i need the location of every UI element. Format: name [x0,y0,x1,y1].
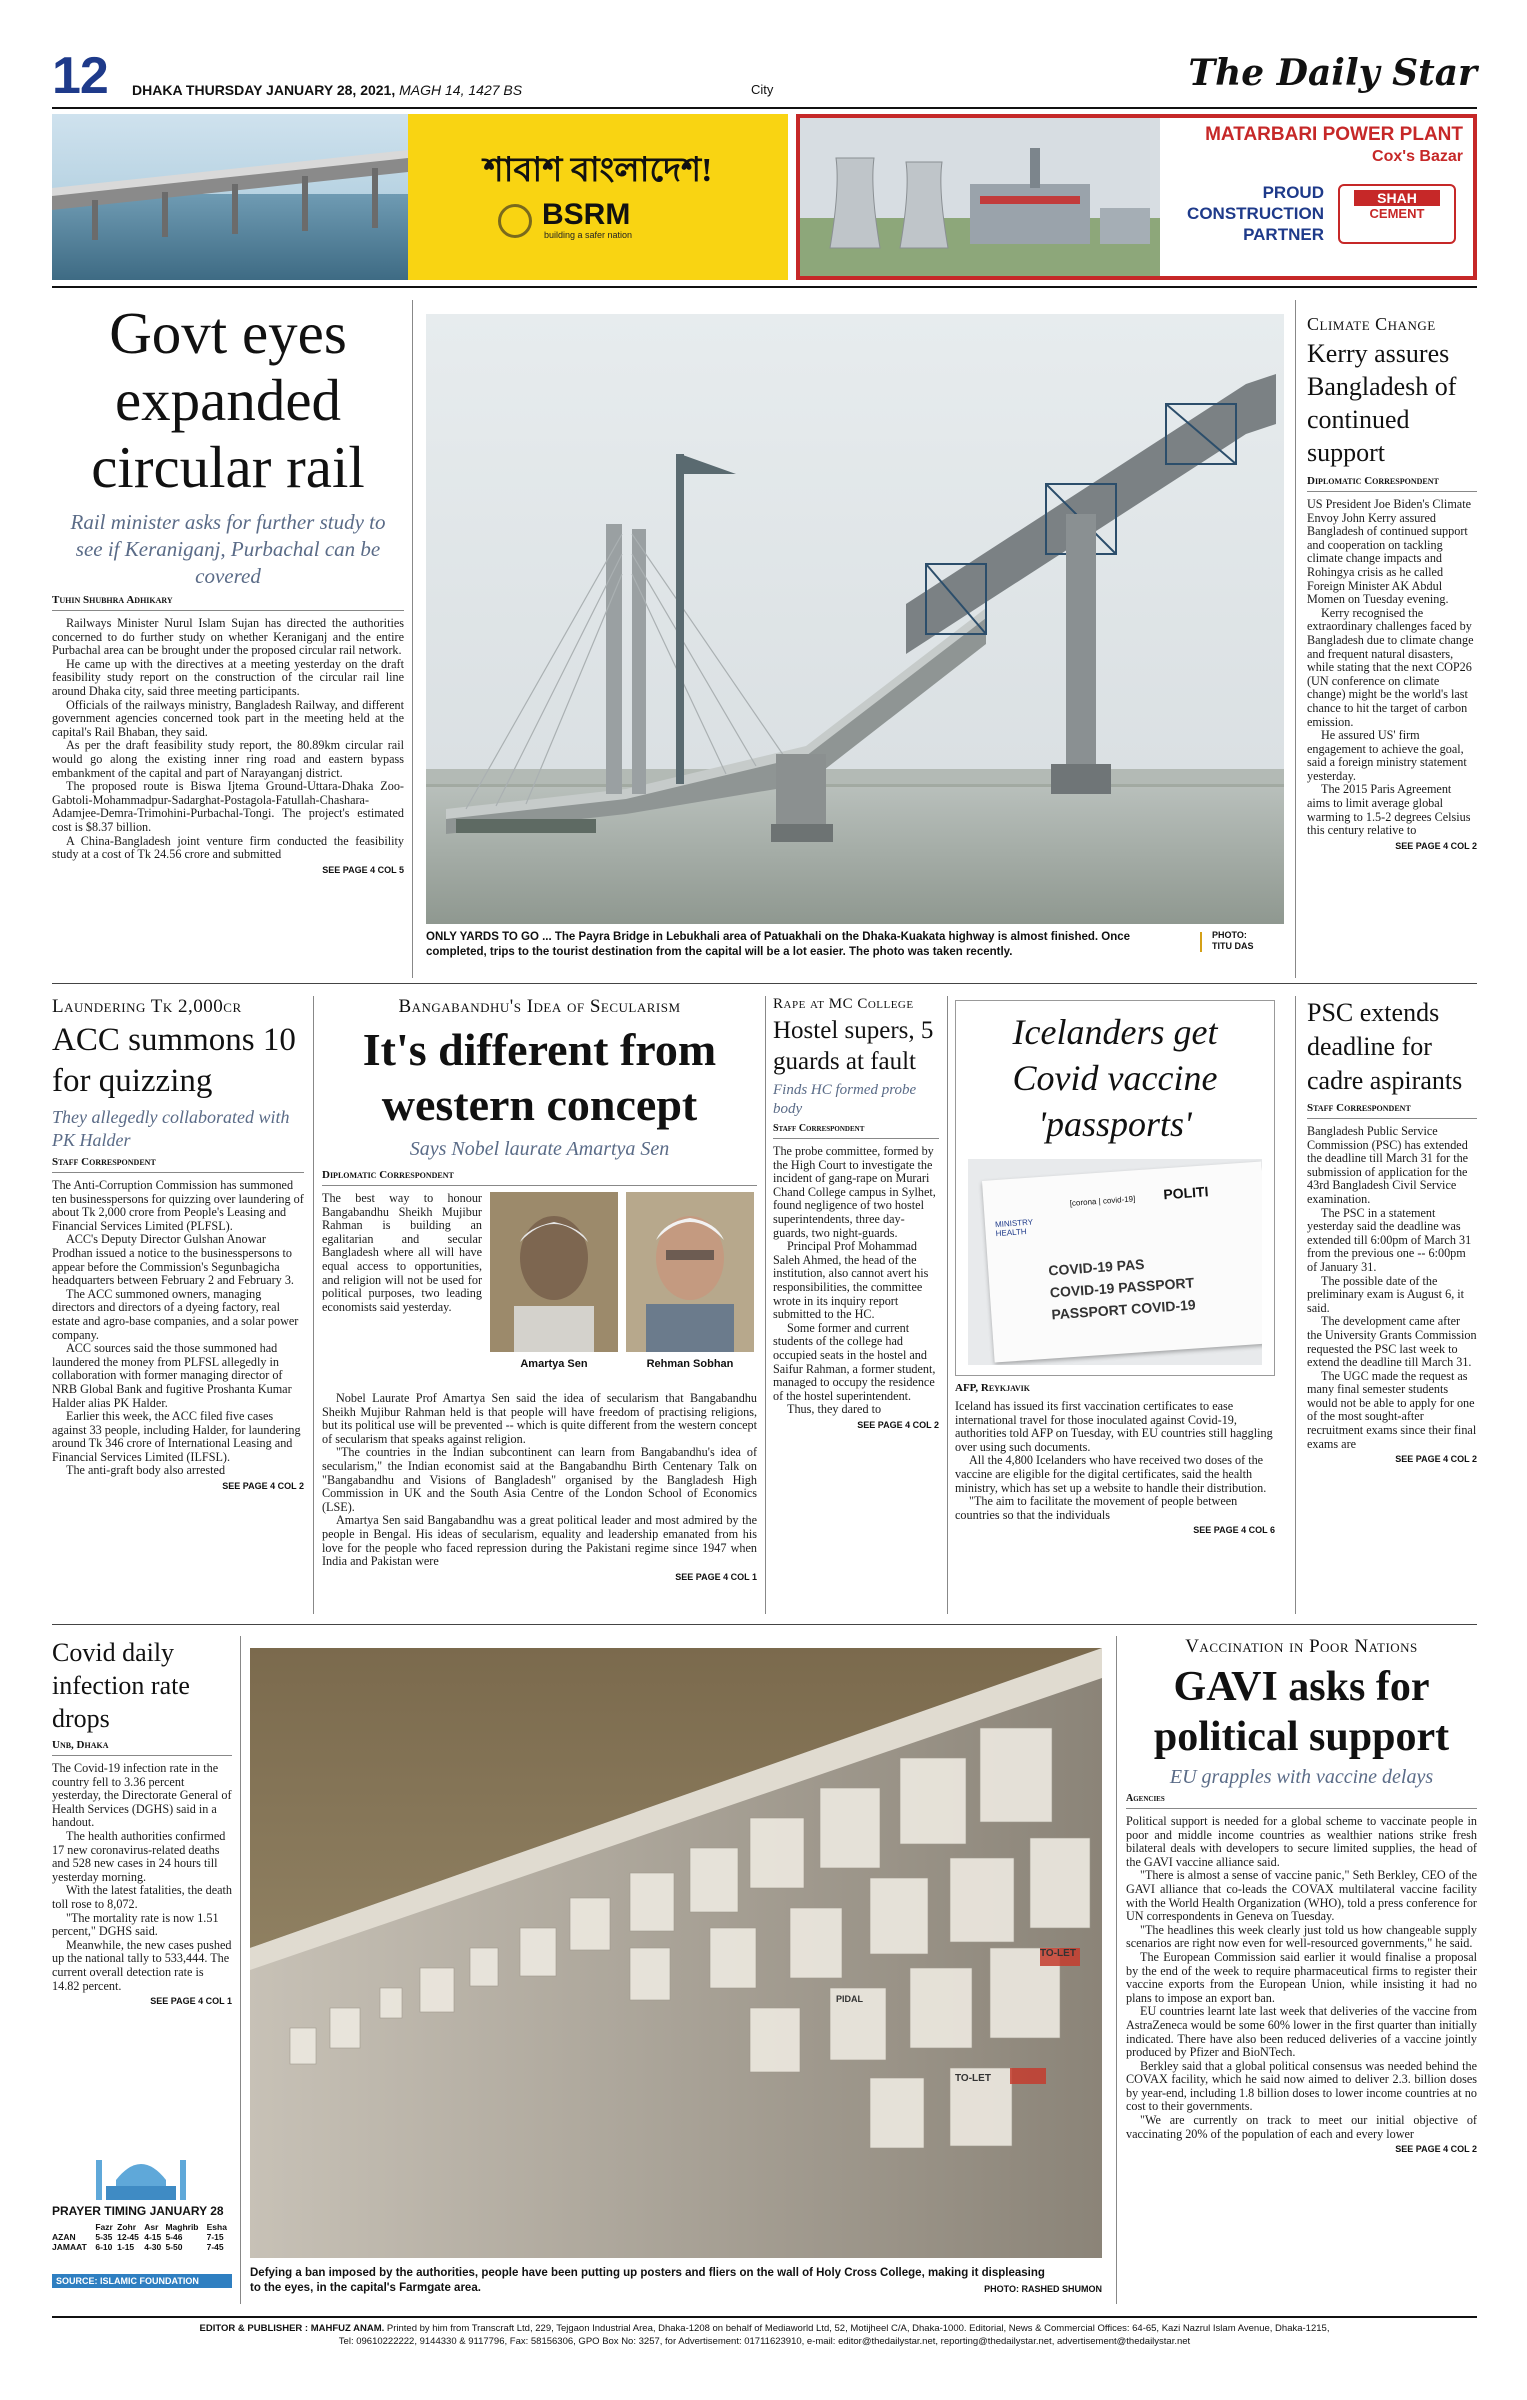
gavi-subhead: EU grapples with vaccine delays [1169,1766,1434,1788]
passport-line: PASSPORT COVID-19 [1050,1296,1197,1323]
acc-kicker: Laundering Tk 2,000cr [52,996,242,1017]
dateline [132,82,522,98]
psc-see-page[interactable]: SEE PAGE 4 COL 2 [1395,1454,1477,1465]
column-rule [240,1636,241,2304]
wall-photo [250,1648,1102,2258]
ad-rule [52,286,1477,288]
rail-body [52,617,404,862]
covid-see-page[interactable]: SEE PAGE 4 COL 1 [150,1996,232,2007]
amartya-sen-caption: Amartya Sen [520,1358,588,1370]
footer-line-1 [52,2322,1477,2335]
covid-paragraph: With the latest fatalities, the death toll rose to 8,072. [52,1883,233,1911]
gavi-paragraph: "The headlines this week clearly just told us how changeable supply scenarios are right now even for well-resourced governments," he said. [1126,1922,1477,1951]
iceland-photo [968,1159,1262,1365]
prayer-header-cell: Esha [206,2222,227,2232]
hostel-body [773,1145,939,1417]
bridge-credit [1212,930,1254,952]
covid-paragraph: "The mortality rate is now 1.51 percent," DGHS said. [52,1910,219,1939]
passport-line: COVID-19 PASSPORT [1049,1274,1195,1301]
secularism-paragraph: Amartya Sen said Bangabandhu was a great political leader and most admired by the people in Bengal. His ideas of secularism, equality and leadership emanated from his love for the people who faced repression during the Pakistani regime since 1947 when India and Pakistan were [322,1513,757,1569]
story-kerry [1307,314,1477,974]
gavi-paragraph: "We are currently on track to meet our initial objective of vaccinating 20% of the population of each and every lower [1126,2113,1477,2141]
wall-poster-text: PIDAL [836,1994,863,2004]
gavi-paragraph: EU countries learnt late last week that deliveries of the vaccine from AstraZeneca would be some 60% lower in the first quarter than initially indicated. There have also been reduced deliveries of a vaccine jointly produced by Pfizer and BioNTech. [1126,2004,1477,2060]
psc-paragraph: The PSC in a statement yesterday said the deadline was extended till 6:00pm of March 31 from the previous one -- 6:00pm of January 31. [1307,1205,1472,1274]
prayer-cell: 4-15 [144,2232,162,2242]
wall-poster-text: TO-LET [955,2073,991,2084]
bridge-caption-row [426,930,1284,960]
prayer-row [52,2242,232,2252]
rail-paragraph: Officials of the railways ministry, Bangladesh Railway, and different government agencies concerned took part in the meeting held at the capital's Rail Bhaban, they said. [52,697,404,739]
kerry-kicker: Climate Change [1307,314,1436,334]
bridge-credit-name: TITU DAS [1212,941,1254,951]
passport-tag: [corona | covid-19] [1069,1194,1136,1208]
prayer-cell: 1-15 [117,2242,135,2252]
wall-credit: PHOTO: RASHED SHUMON [984,2284,1102,2294]
row-rule [52,1624,1477,1625]
masthead-rule [52,107,1477,109]
prayer-cell: 12-45 [117,2232,139,2242]
gavi-body [1126,1815,1477,2141]
row-rule [52,983,1477,984]
iceland-headline[interactable]: Icelanders get Covid vaccine 'passports' [1012,1012,1218,1144]
ad-bsrm-logo [498,200,698,244]
gavi-see-page[interactable]: SEE PAGE 4 COL 2 [1395,2144,1477,2155]
gavi-kicker: Vaccination in Poor Nations [1185,1636,1418,1657]
passport-brand: POLITI [1162,1183,1209,1203]
rail-paragraph: The proposed route is Biswa Ijtema Ground-Uttara-Dhaka Zoo-Gabtoli-Mohammadpur-Sadarghat-Postagola-Fatullah-Chashara-Adamjee-Demra-Trimohini-Purbachal-Tongi. The project's estimated cost is $8.37 billion. [52,779,404,834]
prayer-cell: 5-50 [165,2242,183,2252]
covid-paragraph: The health authorities confirmed 17 new coronavirus-related deaths and 528 new cases in 24 hours till yesterday morning. [52,1828,226,1884]
acc-paragraph: ACC sources said the those summoned had laundered the money from PLFSL allegedly in collaboration with former managing director of NRB Global Bank and fugitive Proshanta Kumar Halder alias PK Halder. [52,1341,292,1410]
dateline-date: DHAKA THURSDAY JANUARY 28, 2021, [132,82,396,98]
page-number: 12 [52,47,108,105]
prayer-cell: 5-35 [95,2232,113,2242]
story-rail [52,300,404,975]
shah-cement-logo [1338,184,1456,244]
footer-address: Printed by him from Transcraft Ltd, 229, Tejgaon Industrial Area, Dhaka-1208 on behalf of Mediaworld Ltd, 52, Motijheel C/A, Dhaka-1000. Editorial, News & Commercial Offices: 64-65, Kazi Nazrul Islam Avenue, Dhaka-1215, [384,2323,1330,2334]
bridge-caption: ONLY YARDS TO GO ... The Payra Bridge in Lebukhali area of Patuakhali on the Dhaka-Kuakata highway is almost finished. Once completed, trips to the tourist destination from the capital will be a lot easier. The photo was taken recently. [426,931,1131,958]
prayer-header-row [52,2222,232,2232]
bridge-photo [426,314,1284,924]
secularism-subhead: Says Nobel laurate Amartya Sen [409,1138,670,1160]
hostel-kicker: Rape at MC College [773,996,914,1012]
rehman-sobhan-caption: Rehman Sobhan [646,1358,734,1370]
ad-bsrm-tagline: building a safer nation [544,230,633,240]
bridge-credit-label: PHOTO: [1212,930,1247,940]
prayer-cell: 6-10 [95,2242,113,2252]
acc-body [52,1179,304,1478]
ad-bsrm-bangla: শাবাশ বাংলাদেশ! [483,152,713,189]
column-rule [313,996,314,1614]
wall-caption-row [250,2266,1102,2296]
ad-power-plant-photo [800,118,1160,276]
rail-subhead: Rail minister asks for further study to see if Keraniganj, Purbachal can be covered [70,510,386,588]
ad-strip [52,114,1477,280]
psc-paragraph: The UGC made the request as many final semester students would not be able to apply for one of the most sought-after recruitment exams since their final exams are [1307,1368,1477,1451]
story-hostel [773,996,939,1616]
secularism-byline: Diplomatic Correspondent [322,1169,757,1186]
prayer-cell: 5-46 [165,2232,183,2242]
psc-paragraph: The possible date of the preliminary exam is August 6, it said. [1307,1273,1465,1315]
ad-bridge-photo [52,114,408,280]
prayer-header-cell: Asr [144,2222,159,2232]
hostel-paragraph: Some former and current students of the college had occupied seats in the hostel and Saifur Rahman, a former student, managed to occupy the residence of the hostel superintendent. [773,1320,936,1403]
ad-bsrm-brand: BSRM [542,198,631,231]
bsrm-emblem-icon [498,204,532,238]
covid-paragraph: Meanwhile, the new cases pushed up the national tally to 533,444. The current overall detection rate is 14.82 percent. [52,1937,232,1993]
story-secularism [322,996,757,1616]
hostel-subhead: Finds HC formed probe body [773,1082,917,1117]
footer-rule [52,2316,1477,2318]
rail-paragraph: He came up with the directives at a meeting yesterday on the draft feasibility study report on the construction of the circular rail line around Dhaka city, said three meeting participants. [52,656,404,698]
secularism-paragraph: Nobel Laurate Prof Amartya Sen said the idea of secularism that Bangabandhu Sheikh Mujibur Rahman held is that people will have freedom of practising religions, but its political use will be prevented -- which is quite different from the western concept of secularism that speaks against religion. [322,1391,757,1446]
shah-cement-bottom: CEMENT [1369,206,1425,221]
prayer-box [52,2150,232,2304]
ad-bsrm[interactable] [408,114,788,280]
prayer-header-cell: Maghrib [165,2222,199,2232]
iceland-byline: AFP, Reykjavik [955,1382,1031,1394]
acc-subhead: They allegedly collaborated with PK Halder [52,1107,290,1150]
acc-see-page[interactable]: SEE PAGE 4 COL 2 [222,1481,304,1492]
kerry-body [1307,498,1477,838]
newspaper-logo: The Daily Star [1188,52,1477,94]
acc-headline[interactable]: ACC summons 10 for quizzing [52,1022,296,1099]
psc-body [1307,1125,1477,1451]
gavi-paragraph: The European Commission said earlier it would finalise a proposal by the end of the week to require pharmaceutical firms to register their vaccine exports from the European Union, while insisting it had no plans to impose an export ban. [1126,1949,1477,2005]
column-rule [412,300,413,978]
prayer-source: SOURCE: ISLAMIC FOUNDATION [52,2274,232,2288]
column-rule [765,996,766,1614]
prayer-cell: 7-45 [206,2242,224,2252]
secularism-headline[interactable]: It's different from western concept [362,1024,717,1130]
secularism-lead [322,1192,482,1314]
prayer-title: PRAYER TIMING JANUARY 28 [52,2204,224,2218]
rail-byline: Tuhin Shubhra Adhikary [52,594,404,611]
acc-paragraph: The Anti-Corruption Commission has summoned ten businesspersons for quizzing over laundering of about Tk 2,000 crore from People's Leasing and Financial Services Limited (PLFSL). [52,1178,304,1233]
dateline-bangla: MAGH 14, 1427 BS [399,82,523,98]
prayer-table [52,2222,232,2252]
gavi-headline[interactable]: GAVI asks for political support [1153,1664,1450,1760]
footer-line-2: Tel: 09610222222, 9144330 & 9117796, Fax: 58156306, GPO Box No: 3257, for Advertisement: 01711623910, e-mail: editor@thedailystar.net, reporting@thedailystar.net, advertisement@thedailystar.net [338,2336,1191,2347]
kerry-paragraph: He assured US' firm engagement to achieve the goal, said a foreign ministry statement yesterday. [1307,728,1467,783]
amartya-sen-photo [490,1192,618,1352]
kerry-byline: Diplomatic Correspondent [1307,475,1477,492]
column-rule [1295,300,1296,978]
iceland-see-page[interactable]: SEE PAGE 4 COL 6 [1193,1525,1275,1536]
psc-headline[interactable]: PSC extends deadline for cadre aspirants [1307,998,1463,1095]
prayer-cell: 4-30 [144,2242,162,2252]
prayer-cell: 7-15 [206,2232,224,2242]
acc-byline: Staff Correspondent [52,1156,304,1173]
wall-caption: Defying a ban imposed by the authorities, people have been putting up posters and fliers on the wall of Holy Cross College, making it displeasing to the eyes, in the capital's Farmgate area. [250,2267,1045,2294]
secularism-lead-block [322,1192,757,1392]
prayer-cell: JAMAAT [52,2242,87,2252]
column-rule [1116,1636,1117,2304]
secularism-kicker: Bangabandhu's Idea of Secularism [398,996,681,1017]
covid-headline[interactable]: Covid daily infection rate drops [52,1638,190,1733]
secularism-body [322,1392,757,1569]
kerry-paragraph: Kerry recognised the extraordinary challenges faced by Bangladesh due to climate change and frequent natural disasters, while stating that the next COP26 (UN conference on climate change) might be the world's last chance to hit the target of carbon emission. [1307,605,1474,729]
secularism-paragraph: "The countries in the Indian subcontinent can learn from Bangabandhu's idea of secularism," the Indian economist said at the Bangabandhu Birth Centenary Talk on "Bangabandhu and Visions of Bangladesh" organised by the Bangladesh High Commission in UK and the South Asia Centre of the London School of Economics (LSE). [322,1445,757,1514]
iceland-paragraph: "The aim to facilitate the movement of people between countries so that the individuals [955,1494,1238,1522]
hostel-paragraph: Principal Prof Mohammad Saleh Ahmed, the head of the institution, also cannot avert his responsibilities, the committee wrote in its inquiry report submitted to the HC. [773,1239,929,1322]
psc-paragraph: The development came after the University Grants Commission requested the PSC last week to extend the deadline till March 31. [1307,1314,1477,1370]
iceland-paragraph: All the 4,800 Icelanders who have received two doses of the vaccine are eligible for the digital certificates, said the health ministry, which has set up a website to handle their distribution. [955,1453,1267,1495]
covid-paragraph: The Covid-19 infection rate in the country fell to 3.36 percent yesterday, the Directorate General of Health Services (DGHS) said in a handout. [52,1761,232,1830]
ad-matarbari[interactable] [796,114,1477,280]
rail-paragraph: As per the draft feasibility study report, the 80.89km circular rail would go along the existing inner ring road and eastern bypass embankment of the capital and part of Narayanganj district. [52,738,404,780]
prayer-header-cell: Fazr [95,2222,113,2232]
section-label: City [751,82,774,97]
iceland-head-box [955,1000,1275,1376]
footer-editor: EDITOR & PUBLISHER : MAHFUZ ANAM. [199,2323,385,2334]
story-iceland [955,1000,1275,1616]
column-rule [1295,996,1296,1614]
acc-paragraph: ACC's Deputy Director Gulshan Anowar Prodhan issued a notice to the businesspersons to appear before the Commission's Segunbagicha headquarters between February 2 and February 3. [52,1232,294,1288]
kerry-paragraph: US President Joe Biden's Climate Envoy John Kerry assured Bangladesh of continued support and cooperation on tackling climate change impacts and Rohingya crisis as he called Foreign Minister AK Abdul Momen on Tuesday evening. [1307,497,1472,607]
passport-card [982,1161,1262,1362]
rail-headline[interactable]: Govt eyes expanded circular rail [91,300,365,500]
acc-paragraph: Earlier this week, the ACC filed five cases against 33 people, including Halder, for laundering around Tk 346 crore of International Leasing and Financial Services Limited (ILFSL). [52,1409,301,1464]
prayer-header-cell [52,2222,95,2232]
photo-bridge [426,314,1284,974]
story-acc [52,996,304,1616]
ad-matarbari-location: Cox's Bazar [1372,148,1463,165]
covid-byline: Unb, Dhaka [52,1739,232,1756]
gavi-paragraph: "There is almost a sense of vaccine panic," Seth Berkley, CEO of the GAVI alliance that co-leads the COVAX multilateral vaccine facility with the World Health Organization (WHO), told a press conference for UN correspondents in Geneva on Tuesday. [1126,1868,1477,1924]
bridge-credit-bar [1200,932,1202,952]
covid-body [52,1762,232,1993]
secularism-see-page[interactable]: SEE PAGE 4 COL 1 [675,1571,757,1582]
prayer-header-cell: Zohr [117,2222,137,2232]
footer [52,2322,1477,2348]
rehman-sobhan-photo [626,1192,754,1352]
secularism-lead-paragraph: The best way to honour Bangabandhu Sheikh Mujibur Rahman is building an egalitarian and secular Bangladesh where all will have equal access to opportunities, and religion will not be used for political purposes, two leading economists said yesterday. [322,1191,482,1314]
ad-matarbari-title: MATARBARI POWER PLANT [1205,124,1463,145]
iceland-body [955,1400,1275,1522]
gavi-paragraph: Political support is needed for a global scheme to vaccinate people in poor and middle income countries as wealthier nations strike fresh bilateral deals with developers to secure limited supplies, the head of the GAVI vaccine alliance said. [1126,1814,1477,1869]
prayer-row [52,2232,232,2242]
mosque-icon [96,2150,186,2200]
prayer-cell: AZAN [52,2232,76,2242]
masthead [52,47,1477,105]
hostel-paragraph: The probe committee, formed by the High Court to investigate the incident of gang-rape on Murari Chand College campus in Sylhet, found negligence of two hostel superintendents, three day-guards, two night-guards. [773,1144,936,1240]
ad-matarbari-partner: PROUD CONSTRUCTION PARTNER [1187,183,1324,244]
story-gavi [1126,1636,1477,2306]
psc-byline: Staff Correspondent [1307,1102,1477,1119]
rail-paragraph: Railways Minister Nurul Islam Sujan has directed the authorities concerned to do further study on whether Keraniganj and the entire Purbachal area can be brought under the proposed circular rail network. [52,616,404,658]
acc-paragraph: The ACC summoned owners, managing directors and directors of a dyeing factory, real estate and agro-base companies, and a solar power company. [52,1286,299,1342]
wall-poster-text: TO-LET [1040,1948,1076,1959]
shah-cement-top: SHAH [1354,190,1440,206]
hostel-byline: Staff Correspondent [773,1123,939,1139]
rail-see-page[interactable]: SEE PAGE 4 COL 5 [322,864,404,875]
gavi-byline: Agencies [1126,1793,1477,1809]
hostel-paragraph: Thus, they dared to [787,1402,882,1417]
kerry-see-page[interactable]: SEE PAGE 4 COL 2 [1395,840,1477,851]
rail-paragraph: A China-Bangladesh joint venture firm conducted the feasibility study at a cost of Tk 24.56 crore and submitted [52,833,404,862]
passport-ministry: MINISTRY HEALTH [994,1217,1034,1239]
hostel-headline[interactable]: Hostel supers, 5 guards at fault [773,1017,934,1075]
kerry-paragraph: The 2015 Paris Agreement aims to limit average global warming to 1.5-2 degrees Celsius this century relative to [1307,782,1471,838]
photo-wall [250,1648,1102,2308]
story-psc [1307,996,1477,1616]
column-rule [947,996,948,1614]
hostel-see-page[interactable]: SEE PAGE 4 COL 2 [857,1419,939,1430]
psc-paragraph: Bangladesh Public Service Commission (PSC) has extended the deadline till March 31 for the submission of application for the 43rd Bangladesh Civil Service examination. [1307,1124,1469,1206]
gavi-paragraph: Berkley said that a global political consensus was needed behind the COVAX facility, which he said now aimed to deliver 2.3. billion doses by year-end, including 1.8 billion doses to lower income countries at no cost to their governments. [1126,2058,1477,2114]
story-covid [52,1636,232,2066]
acc-paragraph: The anti-graft body also arrested [66,1463,226,1478]
kerry-headline[interactable]: Kerry assures Bangladesh of continued support [1307,339,1457,467]
passport-line: COVID-19 PAS [1047,1255,1145,1279]
iceland-paragraph: Iceland has issued its first vaccination certificates to ease international travel for those inoculated against Covid-19, authorities told AFP on Tuesday, with EU countries still haggling over using such documents. [955,1399,1273,1454]
